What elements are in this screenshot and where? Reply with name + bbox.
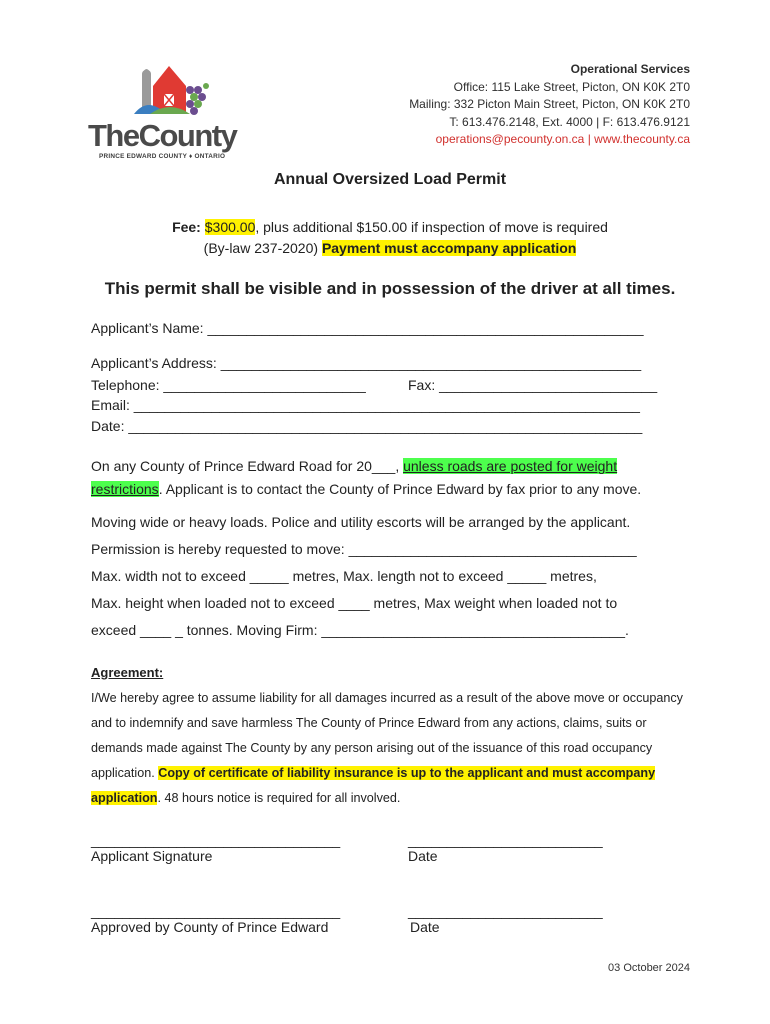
- fax-field[interactable]: Fax: ____________________________: [408, 377, 658, 393]
- date2-label: Date: [410, 919, 440, 935]
- county-logo: [86, 56, 256, 166]
- office-address: Office: 115 Lake Street, Picton, ON K0K 2T0: [453, 79, 690, 94]
- email-field[interactable]: Email: _________________________________________________________________: [91, 397, 640, 413]
- bylaw-ref: (By-law 237-2020): [203, 240, 319, 256]
- document-title: Annual Oversized Load Permit: [273, 171, 507, 188]
- applicant-name-field[interactable]: Applicant’s Name: ________________________________________________________: [91, 320, 644, 336]
- contact-header: [409, 61, 690, 149]
- logo-wordmark: TheCounty: [88, 118, 237, 153]
- mailing-address: Mailing: 332 Picton Main Street, Picton, ON K0K 2T0: [409, 97, 690, 111]
- telephone-field[interactable]: Telephone: __________________________: [91, 377, 366, 393]
- website-link[interactable]: www.thecounty.ca: [594, 132, 690, 146]
- fee-extra: , plus additional $150.00 if inspection of move is required: [255, 219, 608, 235]
- approval-label: Approved by County of Prince Edward: [91, 919, 329, 935]
- permission-field[interactable]: Permission is hereby requested to move: _____________________________________: [91, 541, 637, 557]
- height-weight-field[interactable]: Max. height when loaded not to exceed ____ metres, Max weight when loaded not to: [91, 595, 618, 611]
- logo-tagline: PRINCE EDWARD COUNTY ♦ ONTARIO: [99, 153, 226, 160]
- contact-links: [409, 131, 690, 149]
- department-name: Operational Services: [570, 62, 690, 76]
- roads-paragraph: On any County of Prince Edward Road for 20___, unless roads are posted for weight restrictions. Applicant is to contact the County of Prince Edward by fax prior to any move.: [91, 458, 642, 497]
- fee-amount: $300.00: [204, 219, 256, 235]
- agreement-heading: Agreement:: [91, 665, 164, 680]
- fee-block: [0, 217, 770, 259]
- agreement-text: I/We hereby agree to assume liability for all damages incurred as a result of the above move or occupancy and to indemnify and save harmless The County of Prince Edward from any actions, claims, suits or demands made against The County by any person arising out of the issuance of this road occupancy application. Copy of certificate of liability insurance is up to the applicant and must accompany application. 48 hours notice is required for all involved.: [91, 691, 683, 805]
- applicant-signature-label: Applicant Signature: [91, 848, 213, 864]
- moving-loads-text: Moving wide or heavy loads. Police and utility escorts will be arranged by the applicant.: [91, 514, 631, 530]
- approval-signature-line[interactable]: ________________________________: [91, 903, 341, 919]
- date2-line[interactable]: _________________________: [408, 903, 603, 919]
- weight-restrictions-highlight: unless roads are posted for weight restrictions: [91, 458, 618, 497]
- insurance-highlight: Copy of certificate of liability insurance is up to the applicant and must accompany application: [91, 766, 656, 805]
- barn-grape-icon: [86, 56, 256, 122]
- visibility-notice: This permit shall be visible and in possession of the driver at all times.: [104, 279, 676, 298]
- tonnes-firm-field[interactable]: exceed ____ _ tonnes. Moving Firm: _______________________________________.: [91, 622, 629, 638]
- footer-date: 03 October 2024: [608, 962, 690, 974]
- date1-label: Date: [408, 848, 438, 864]
- applicant-signature-line[interactable]: ________________________________: [91, 832, 341, 848]
- link-separator: |: [587, 132, 591, 146]
- date1-line[interactable]: _________________________: [408, 832, 603, 848]
- fee-label: Fee:: [172, 219, 201, 235]
- phone-fax: T: 613.476.2148, Ext. 4000 | F: 613.476.9121: [449, 114, 690, 129]
- email-link[interactable]: operations@pecounty.on.ca: [435, 132, 585, 146]
- applicant-address-field[interactable]: Applicant’s Address: ______________________________________________________: [91, 355, 642, 371]
- date-field[interactable]: Date: __________________________________________________________________: [91, 418, 643, 434]
- width-length-field[interactable]: Max. width not to exceed _____ metres, Max. length not to exceed _____ metres,: [91, 568, 597, 584]
- payment-notice: Payment must accompany application: [321, 240, 577, 256]
